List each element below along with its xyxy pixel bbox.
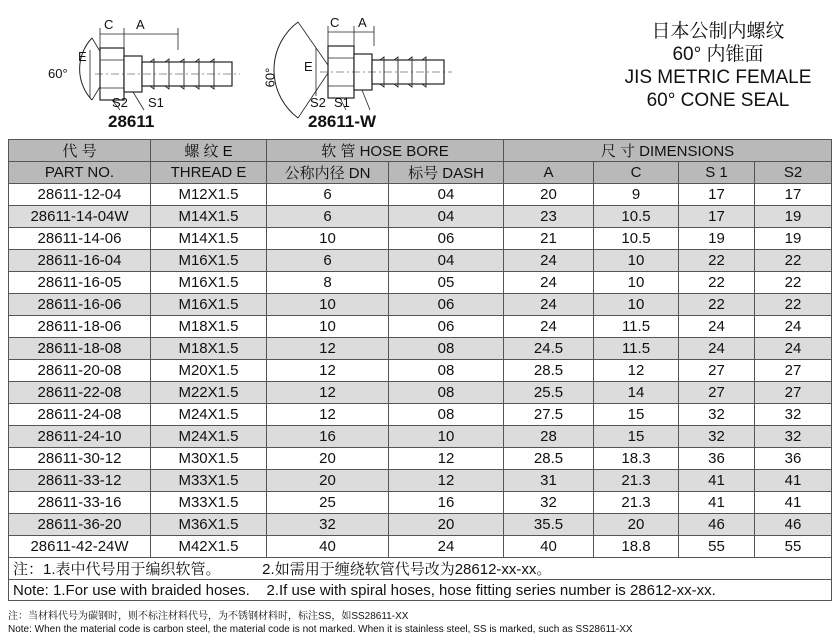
header-thread-en: THREAD E	[151, 162, 267, 184]
cell-thread: M18X1.5	[151, 338, 267, 360]
dim-s2-label: S2	[112, 95, 128, 110]
cell-a: 20	[504, 184, 594, 206]
cell-c: 21.3	[594, 470, 679, 492]
header-thread-cn: 螺 纹 E	[151, 140, 267, 162]
table-row	[9, 228, 832, 250]
cell-part-no: 28611-16-05	[9, 272, 151, 294]
header-part-en: PART NO.	[9, 162, 151, 184]
cell-dash: 08	[389, 404, 504, 426]
cell-s1: 36	[679, 448, 755, 470]
cell-s2: 22	[755, 294, 832, 316]
cell-part-no: 28611-12-04	[9, 184, 151, 206]
cell-s1: 27	[679, 360, 755, 382]
cell-part-no: 28611-16-04	[9, 250, 151, 272]
cell-dn: 20	[267, 470, 389, 492]
table-row	[9, 426, 832, 448]
table-header-row-2	[9, 162, 832, 184]
cell-c: 10.5	[594, 206, 679, 228]
cell-s2: 32	[755, 426, 832, 448]
cell-part-no: 28611-20-08	[9, 360, 151, 382]
cell-part-no: 28611-18-06	[9, 316, 151, 338]
cell-dash: 08	[389, 382, 504, 404]
dim-s1-label: S1	[334, 95, 350, 110]
note-en: Note: 1.For use with braided hoses. 2.If use with spiral hoses, hose fitting series number is 28612-xx-xx.	[9, 580, 832, 601]
cell-s2: 55	[755, 536, 832, 558]
cell-thread: M16X1.5	[151, 272, 267, 294]
cell-s1: 41	[679, 492, 755, 514]
cell-dash: 06	[389, 294, 504, 316]
cell-dash: 24	[389, 536, 504, 558]
cell-c: 10	[594, 272, 679, 294]
header-dimensions: 尺 寸 DIMENSIONS	[504, 140, 832, 162]
cell-dn: 10	[267, 316, 389, 338]
cell-s1: 19	[679, 228, 755, 250]
table-header-row-1	[9, 140, 832, 162]
cell-dash: 16	[389, 492, 504, 514]
cell-dash: 08	[389, 360, 504, 382]
title-angle-cn: 60° 内锥面	[672, 44, 764, 65]
model-label-28611: 28611	[108, 112, 155, 131]
fitting-drawing-28611-w	[250, 10, 490, 135]
cell-thread: M24X1.5	[151, 404, 267, 426]
table-row	[9, 272, 832, 294]
cell-c: 11.5	[594, 316, 679, 338]
cell-thread: M22X1.5	[151, 382, 267, 404]
cell-thread: M30X1.5	[151, 448, 267, 470]
cell-dash: 06	[389, 228, 504, 250]
table-row	[9, 492, 832, 514]
cell-s2: 41	[755, 470, 832, 492]
cell-a: 31	[504, 470, 594, 492]
footer-note-cn: 注：当材料代号为碳钢时，则不标注材料代号，为不锈钢材料时，标注SS，如SS28611-XX	[8, 611, 409, 622]
dim-c-label: C	[104, 17, 114, 32]
cell-dash: 04	[389, 184, 504, 206]
cell-c: 10	[594, 250, 679, 272]
cell-thread: M16X1.5	[151, 294, 267, 316]
cell-thread: M24X1.5	[151, 426, 267, 448]
footer-note-en: Note: When the material code is carbon steel, the material code is not marked. When it is stainless steel, SS is marked, such as SS28611-XX	[8, 624, 633, 635]
cell-dn: 6	[267, 206, 389, 228]
cell-s2: 22	[755, 272, 832, 294]
cell-thread: M16X1.5	[151, 250, 267, 272]
cell-part-no: 28611-42-24W	[9, 536, 151, 558]
cell-part-no: 28611-33-12	[9, 470, 151, 492]
table-row	[9, 250, 832, 272]
header-a: A	[504, 162, 594, 184]
cell-s2: 24	[755, 316, 832, 338]
cell-part-no: 28611-24-08	[9, 404, 151, 426]
cell-s2: 27	[755, 360, 832, 382]
table-row	[9, 360, 832, 382]
table-row	[9, 470, 832, 492]
title-seal-en: 60° CONE SEAL	[646, 90, 790, 111]
table-row	[9, 338, 832, 360]
cell-s2: 32	[755, 404, 832, 426]
dim-a-label: A	[136, 17, 145, 32]
title-block	[598, 20, 838, 112]
cell-dash: 10	[389, 426, 504, 448]
cell-s1: 22	[679, 272, 755, 294]
cell-a: 25.5	[504, 382, 594, 404]
cell-s1: 41	[679, 470, 755, 492]
cell-part-no: 28611-30-12	[9, 448, 151, 470]
cell-s1: 24	[679, 338, 755, 360]
cell-s2: 41	[755, 492, 832, 514]
header-part-cn: 代 号	[9, 140, 151, 162]
cell-dn: 12	[267, 360, 389, 382]
cell-s1: 22	[679, 250, 755, 272]
cell-s1: 32	[679, 426, 755, 448]
cell-c: 20	[594, 514, 679, 536]
cell-thread: M33X1.5	[151, 492, 267, 514]
cell-s2: 17	[755, 184, 832, 206]
cell-part-no: 28611-16-06	[9, 294, 151, 316]
cell-dn: 20	[267, 448, 389, 470]
cell-c: 12	[594, 360, 679, 382]
cell-a: 24	[504, 272, 594, 294]
cell-part-no: 28611-14-06	[9, 228, 151, 250]
cell-c: 10.5	[594, 228, 679, 250]
table-row	[9, 404, 832, 426]
cell-s1: 32	[679, 404, 755, 426]
cell-a: 24	[504, 294, 594, 316]
cell-s2: 22	[755, 250, 832, 272]
cell-dn: 16	[267, 426, 389, 448]
table-row	[9, 206, 832, 228]
table-row	[9, 382, 832, 404]
dim-e-label: E	[78, 49, 87, 64]
cell-c: 18.3	[594, 448, 679, 470]
cell-s2: 19	[755, 206, 832, 228]
angle-label: 60°	[262, 67, 278, 88]
cell-s2: 46	[755, 514, 832, 536]
cell-dn: 6	[267, 184, 389, 206]
header-hose-bore: 软 管 HOSE BORE	[267, 140, 504, 162]
cell-c: 15	[594, 426, 679, 448]
cell-dash: 12	[389, 470, 504, 492]
cell-part-no: 28611-14-04W	[9, 206, 151, 228]
cell-c: 10	[594, 294, 679, 316]
cell-a: 24	[504, 316, 594, 338]
title-cn: 日本公制内螺纹	[651, 21, 785, 42]
cell-dn: 10	[267, 294, 389, 316]
cell-dn: 12	[267, 382, 389, 404]
cell-dn: 25	[267, 492, 389, 514]
cell-s1: 17	[679, 184, 755, 206]
cell-s2: 27	[755, 382, 832, 404]
cell-dash: 06	[389, 316, 504, 338]
cell-part-no: 28611-24-10	[9, 426, 151, 448]
table-row	[9, 448, 832, 470]
cell-thread: M14X1.5	[151, 206, 267, 228]
model-label-28611-w: 28611-W	[308, 112, 377, 131]
table-row	[9, 184, 832, 206]
dimensions-table	[8, 139, 832, 601]
cell-a: 35.5	[504, 514, 594, 536]
cell-c: 15	[594, 404, 679, 426]
cell-part-no: 28611-33-16	[9, 492, 151, 514]
cell-dn: 8	[267, 272, 389, 294]
cell-a: 24.5	[504, 338, 594, 360]
cell-thread: M20X1.5	[151, 360, 267, 382]
dim-s2-label: S2	[310, 95, 326, 110]
cell-part-no: 28611-36-20	[9, 514, 151, 536]
cell-c: 21.3	[594, 492, 679, 514]
cell-dn: 6	[267, 250, 389, 272]
cell-part-no: 28611-18-08	[9, 338, 151, 360]
cell-s2: 36	[755, 448, 832, 470]
cell-part-no: 28611-22-08	[9, 382, 151, 404]
cell-thread: M12X1.5	[151, 184, 267, 206]
cell-dash: 04	[389, 250, 504, 272]
table-row	[9, 536, 832, 558]
cell-dash: 08	[389, 338, 504, 360]
header-s1: S 1	[679, 162, 755, 184]
notes-row-en	[9, 580, 832, 601]
cell-dn: 32	[267, 514, 389, 536]
table-row	[9, 316, 832, 338]
header-c: C	[594, 162, 679, 184]
cell-thread: M36X1.5	[151, 514, 267, 536]
cell-a: 21	[504, 228, 594, 250]
cell-a: 28	[504, 426, 594, 448]
cell-dash: 04	[389, 206, 504, 228]
cell-a: 28.5	[504, 360, 594, 382]
title-en: JIS METRIC FEMALE	[624, 67, 812, 88]
cell-thread: M14X1.5	[151, 228, 267, 250]
cell-a: 24	[504, 250, 594, 272]
cell-dash: 05	[389, 272, 504, 294]
cell-dash: 12	[389, 448, 504, 470]
notes-row-cn	[9, 558, 832, 580]
cell-a: 32	[504, 492, 594, 514]
cell-c: 9	[594, 184, 679, 206]
cell-s2: 24	[755, 338, 832, 360]
cell-s1: 55	[679, 536, 755, 558]
header-dn: 公称内径 DN	[267, 162, 389, 184]
cell-dn: 10	[267, 228, 389, 250]
cell-a: 28.5	[504, 448, 594, 470]
header-dash: 标号 DASH	[389, 162, 504, 184]
dim-e-label: E	[304, 59, 313, 74]
cell-s1: 27	[679, 382, 755, 404]
table-row	[9, 294, 832, 316]
dim-s1-label: S1	[148, 95, 164, 110]
cell-dn: 12	[267, 338, 389, 360]
table-body	[9, 184, 832, 558]
cell-thread: M18X1.5	[151, 316, 267, 338]
dim-c-label: C	[330, 15, 340, 30]
note-cn: 注：1.表中代号用于编织软管。 2.如需用于缠绕软管代号改为28612-xx-xx。	[9, 558, 832, 580]
cell-s1: 22	[679, 294, 755, 316]
cell-thread: M33X1.5	[151, 470, 267, 492]
cell-c: 14	[594, 382, 679, 404]
cell-s2: 19	[755, 228, 832, 250]
angle-label: 60°	[48, 66, 68, 81]
cell-dash: 20	[389, 514, 504, 536]
fitting-drawing-28611	[40, 10, 260, 135]
cell-c: 11.5	[594, 338, 679, 360]
cell-a: 23	[504, 206, 594, 228]
dim-a-label: A	[358, 15, 367, 30]
table-row	[9, 514, 832, 536]
cell-a: 40	[504, 536, 594, 558]
cell-a: 27.5	[504, 404, 594, 426]
header-s2: S2	[755, 162, 832, 184]
cell-thread: M42X1.5	[151, 536, 267, 558]
cell-s1: 17	[679, 206, 755, 228]
cell-c: 18.8	[594, 536, 679, 558]
cell-dn: 40	[267, 536, 389, 558]
cell-dn: 12	[267, 404, 389, 426]
cell-s1: 24	[679, 316, 755, 338]
cell-s1: 46	[679, 514, 755, 536]
